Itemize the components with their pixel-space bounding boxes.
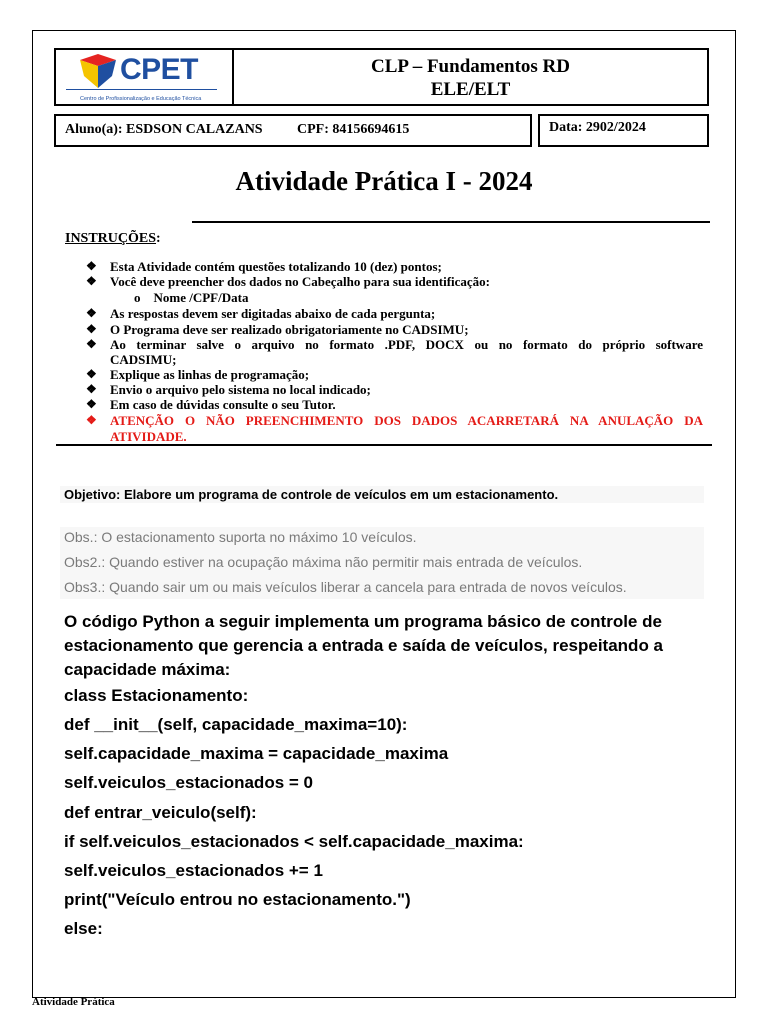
code-intro: O código Python a seguir implementa um programa básico de controle de estacionamento que gerencia a entrada e saída de veículos, respeitando a capacidade máxima: (64, 612, 664, 679)
code-line: self.capacidade_maxima = capacidade_maxima (64, 744, 449, 763)
observation: Obs3.: Quando sair um ou mais veículos liberar a cancela para entrada de novos veículos. (64, 579, 627, 595)
logo-subtitle: Centro de Profissionalização e Educação Técnica (80, 96, 202, 102)
course-name: CLP – Fundamentos RD (371, 56, 570, 77)
student-name: Aluno(a): ESDSON CALAZANS (65, 122, 263, 137)
instructions-rule (56, 444, 712, 446)
code-line: self.veiculos_estacionados = 0 (64, 773, 313, 792)
code-line: def entrar_veiculo(self): (64, 803, 257, 822)
code-line: print("Veículo entrou no estacionamento.") (64, 890, 411, 909)
observation: Obs.: O estacionamento suporta no máximo 10 veículos. (64, 529, 417, 545)
logo-divider (66, 89, 217, 90)
date-box (538, 114, 709, 147)
cpet-logo-icon (80, 54, 116, 88)
code-line: else: (64, 919, 103, 938)
code-line: if self.veiculos_estacionados < self.capacidade_maxima: (64, 832, 524, 851)
student-info-box (54, 114, 532, 147)
page-footer: Atividade Prática (32, 996, 115, 1008)
code-line: def __init__(self, capacidade_maxima=10): (64, 715, 408, 734)
code-line: class Estacionamento: (64, 686, 249, 705)
instructions-heading: INSTRUÇÕES: (65, 231, 161, 246)
observation: Obs2.: Quando estiver na ocupação máxima não permitir mais entrada de veículos. (64, 554, 583, 570)
objective: Objetivo: Elabore um programa de controle de veículos em um estacionamento. (60, 486, 704, 503)
student-cpf: CPF: 84156694615 (297, 122, 410, 137)
course-code: ELE/ELT (430, 79, 511, 100)
title-rule (192, 221, 710, 223)
instruction-subitem: o Nome /CPF/Data (134, 290, 249, 305)
date: Data: 2902/2024 (549, 120, 646, 135)
course-title-box (232, 48, 709, 106)
code-line: self.veiculos_estacionados += 1 (64, 861, 323, 880)
logo-text: CPET (120, 53, 199, 86)
page-title: Atividade Prática I - 2024 (235, 166, 533, 196)
